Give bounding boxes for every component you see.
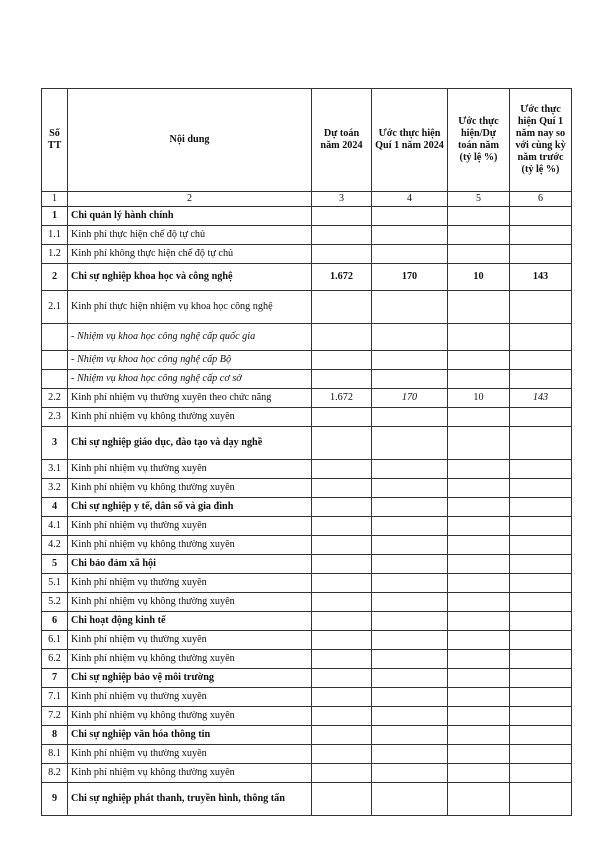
cell-value-q1 — [372, 245, 448, 264]
cell-value-q1 — [372, 460, 448, 479]
column-number-row — [42, 192, 572, 207]
cell-value-estimate — [312, 612, 372, 631]
cell-value-q1 — [372, 764, 448, 783]
cell-value-yoy — [510, 226, 572, 245]
cell-value-q1 — [372, 517, 448, 536]
cell-value-estimate — [312, 631, 372, 650]
table-row — [42, 207, 572, 226]
cell-value-q1 — [372, 688, 448, 707]
cell-value-yoy — [510, 324, 572, 351]
cell-stt: 2.3 — [42, 408, 68, 427]
cell-value-estimate: 1.672 — [312, 264, 372, 291]
cell-value-ratio — [448, 555, 510, 574]
cell-value-estimate — [312, 207, 372, 226]
cell-content: Kinh phí nhiệm vụ không thường xuyên — [68, 593, 312, 612]
header-stt: Số TT — [42, 89, 68, 192]
cell-value-yoy — [510, 351, 572, 370]
cell-content: Kinh phí nhiệm vụ không thường xuyên — [68, 479, 312, 498]
cell-value-yoy — [510, 536, 572, 555]
table-row — [42, 479, 572, 498]
cell-stt: 6.2 — [42, 650, 68, 669]
table-row — [42, 226, 572, 245]
cell-stt: 5 — [42, 555, 68, 574]
cell-value-yoy: 143 — [510, 389, 572, 408]
cell-value-estimate — [312, 726, 372, 745]
table-row — [42, 612, 572, 631]
table-row — [42, 593, 572, 612]
cell-value-ratio — [448, 370, 510, 389]
cell-value-estimate — [312, 226, 372, 245]
cell-value-q1 — [372, 650, 448, 669]
cell-value-q1 — [372, 726, 448, 745]
cell-value-q1 — [372, 498, 448, 517]
cell-stt: 3.2 — [42, 479, 68, 498]
cell-value-q1 — [372, 370, 448, 389]
table-row — [42, 555, 572, 574]
cell-stt: 4.2 — [42, 536, 68, 555]
table-row — [42, 498, 572, 517]
cell-value-ratio — [448, 207, 510, 226]
col-number: 1 — [42, 192, 68, 207]
budget-table — [41, 88, 572, 816]
table-row — [42, 631, 572, 650]
cell-stt: 6.1 — [42, 631, 68, 650]
cell-content: Kinh phí nhiệm vụ thường xuyên theo chức năng — [68, 389, 312, 408]
cell-value-q1 — [372, 351, 448, 370]
cell-stt: 4.1 — [42, 517, 68, 536]
cell-stt: 2.1 — [42, 291, 68, 324]
cell-value-yoy — [510, 207, 572, 226]
cell-content: Chi sự nghiệp bảo vệ môi trường — [68, 669, 312, 688]
cell-content: Chi bảo đảm xã hội — [68, 555, 312, 574]
cell-content: Chi hoạt động kinh tế — [68, 612, 312, 631]
cell-content: Kinh phí nhiệm vụ thường xuyên — [68, 688, 312, 707]
table-row — [42, 669, 572, 688]
cell-stt: 6 — [42, 612, 68, 631]
table-row — [42, 726, 572, 745]
col-number: 4 — [372, 192, 448, 207]
cell-value-yoy — [510, 370, 572, 389]
table-row — [42, 389, 572, 408]
cell-stt: 8 — [42, 726, 68, 745]
cell-value-q1 — [372, 593, 448, 612]
cell-value-yoy — [510, 408, 572, 427]
header-q1-actual: Ước thực hiện Quí 1 năm 2024 — [372, 89, 448, 192]
cell-value-ratio — [448, 593, 510, 612]
cell-value-ratio — [448, 517, 510, 536]
cell-value-estimate — [312, 593, 372, 612]
table-row — [42, 745, 572, 764]
cell-value-ratio — [448, 745, 510, 764]
table-row — [42, 245, 572, 264]
cell-value-q1 — [372, 536, 448, 555]
table-row — [42, 351, 572, 370]
cell-value-yoy — [510, 783, 572, 816]
cell-value-q1 — [372, 612, 448, 631]
col-number: 6 — [510, 192, 572, 207]
cell-value-estimate — [312, 427, 372, 460]
cell-value-ratio — [448, 669, 510, 688]
cell-value-yoy — [510, 498, 572, 517]
cell-value-estimate — [312, 688, 372, 707]
cell-value-q1 — [372, 479, 448, 498]
cell-value-estimate — [312, 498, 372, 517]
cell-value-q1 — [372, 207, 448, 226]
cell-value-yoy — [510, 574, 572, 593]
cell-value-estimate — [312, 479, 372, 498]
col-number: 2 — [68, 192, 312, 207]
cell-stt: 1.1 — [42, 226, 68, 245]
cell-value-yoy — [510, 707, 572, 726]
cell-content: Kinh phí nhiệm vụ không thường xuyên — [68, 408, 312, 427]
header-estimate: Dự toán năm 2024 — [312, 89, 372, 192]
table-row — [42, 536, 572, 555]
cell-value-ratio — [448, 612, 510, 631]
cell-value-estimate — [312, 291, 372, 324]
cell-content: - Nhiệm vụ khoa học công nghệ cấp quốc gia — [68, 324, 312, 351]
cell-value-yoy — [510, 745, 572, 764]
cell-value-estimate — [312, 555, 372, 574]
header-content: Nội dung — [68, 89, 312, 192]
header-ratio: Ước thực hiện/Dự toán năm (tỷ lệ %) — [448, 89, 510, 192]
cell-value-ratio — [448, 245, 510, 264]
cell-value-ratio — [448, 351, 510, 370]
cell-content: Kinh phí thực hiện nhiệm vụ khoa học công nghệ — [68, 291, 312, 324]
table-body — [42, 207, 572, 816]
cell-value-estimate — [312, 324, 372, 351]
cell-stt: 8.1 — [42, 745, 68, 764]
cell-content: Kinh phí nhiệm vụ không thường xuyên — [68, 707, 312, 726]
cell-value-estimate — [312, 745, 372, 764]
cell-value-ratio — [448, 688, 510, 707]
cell-content: Chi sự nghiệp y tế, dân số và gia đình — [68, 498, 312, 517]
cell-value-ratio — [448, 408, 510, 427]
cell-value-q1 — [372, 631, 448, 650]
cell-value-ratio — [448, 631, 510, 650]
cell-value-ratio: 10 — [448, 264, 510, 291]
table-header-row — [42, 89, 572, 192]
table-row — [42, 460, 572, 479]
cell-value-ratio — [448, 707, 510, 726]
cell-stt: 5.1 — [42, 574, 68, 593]
cell-content: Kinh phí nhiệm vụ không thường xuyên — [68, 764, 312, 783]
cell-value-yoy — [510, 726, 572, 745]
cell-value-q1: 170 — [372, 389, 448, 408]
cell-value-ratio — [448, 783, 510, 816]
cell-value-ratio — [448, 324, 510, 351]
cell-stt: 2.2 — [42, 389, 68, 408]
cell-value-estimate — [312, 351, 372, 370]
cell-value-estimate — [312, 370, 372, 389]
cell-value-estimate — [312, 517, 372, 536]
cell-content: - Nhiệm vụ khoa học công nghệ cấp Bộ — [68, 351, 312, 370]
cell-value-estimate — [312, 408, 372, 427]
cell-stt: 9 — [42, 783, 68, 816]
cell-value-q1 — [372, 324, 448, 351]
cell-value-yoy — [510, 555, 572, 574]
cell-value-yoy — [510, 650, 572, 669]
table-row — [42, 427, 572, 460]
cell-content: Chi sự nghiệp phát thanh, truyền hình, thông tấn — [68, 783, 312, 816]
cell-content: Kinh phí nhiệm vụ thường xuyên — [68, 517, 312, 536]
table-row — [42, 517, 572, 536]
table-row — [42, 408, 572, 427]
header-yoy: Ước thực hiện Quí 1 năm nay so với cùng kỳ năm trước (tỷ lệ %) — [510, 89, 572, 192]
table-row — [42, 324, 572, 351]
table-row — [42, 574, 572, 593]
cell-value-q1 — [372, 669, 448, 688]
table-row — [42, 783, 572, 816]
cell-value-yoy — [510, 688, 572, 707]
cell-value-yoy — [510, 593, 572, 612]
col-number: 5 — [448, 192, 510, 207]
cell-value-ratio — [448, 726, 510, 745]
cell-content: Kinh phí nhiệm vụ không thường xuyên — [68, 650, 312, 669]
cell-content: Chi sự nghiệp giáo dục, đào tạo và dạy nghề — [68, 427, 312, 460]
cell-value-q1 — [372, 291, 448, 324]
cell-stt: 5.2 — [42, 593, 68, 612]
cell-content: Kinh phí không thực hiện chế độ tự chủ — [68, 245, 312, 264]
cell-value-q1 — [372, 783, 448, 816]
cell-value-q1 — [372, 707, 448, 726]
cell-stt — [42, 370, 68, 389]
table-row — [42, 264, 572, 291]
cell-value-yoy — [510, 631, 572, 650]
cell-value-q1 — [372, 555, 448, 574]
cell-value-estimate — [312, 245, 372, 264]
cell-value-estimate — [312, 783, 372, 816]
table-row — [42, 764, 572, 783]
cell-content: Kinh phí nhiệm vụ thường xuyên — [68, 574, 312, 593]
cell-value-yoy — [510, 479, 572, 498]
cell-content: Kinh phí thực hiện chế độ tự chủ — [68, 226, 312, 245]
table-row — [42, 688, 572, 707]
cell-value-ratio — [448, 536, 510, 555]
cell-content: Chi sự nghiệp khoa học và công nghệ — [68, 264, 312, 291]
cell-value-yoy: 143 — [510, 264, 572, 291]
table-row — [42, 650, 572, 669]
cell-content: Kinh phí nhiệm vụ thường xuyên — [68, 631, 312, 650]
cell-value-estimate — [312, 650, 372, 669]
cell-stt: 1 — [42, 207, 68, 226]
cell-value-yoy — [510, 291, 572, 324]
cell-value-q1: 170 — [372, 264, 448, 291]
cell-stt: 7 — [42, 669, 68, 688]
cell-content: Kinh phí nhiệm vụ thường xuyên — [68, 745, 312, 764]
cell-stt: 1.2 — [42, 245, 68, 264]
cell-value-yoy — [510, 460, 572, 479]
cell-content: - Nhiệm vụ khoa học công nghệ cấp cơ sở — [68, 370, 312, 389]
cell-stt: 2 — [42, 264, 68, 291]
cell-content: Chi sự nghiệp văn hóa thông tin — [68, 726, 312, 745]
cell-stt — [42, 351, 68, 370]
cell-value-estimate — [312, 669, 372, 688]
cell-stt: 8.2 — [42, 764, 68, 783]
cell-value-yoy — [510, 669, 572, 688]
cell-value-yoy — [510, 427, 572, 460]
cell-value-q1 — [372, 408, 448, 427]
cell-value-estimate — [312, 574, 372, 593]
cell-value-ratio — [448, 291, 510, 324]
cell-value-ratio — [448, 498, 510, 517]
cell-value-ratio — [448, 460, 510, 479]
cell-stt — [42, 324, 68, 351]
cell-content: Chi quản lý hành chính — [68, 207, 312, 226]
cell-value-estimate — [312, 707, 372, 726]
cell-value-estimate — [312, 536, 372, 555]
cell-value-ratio — [448, 226, 510, 245]
cell-value-yoy — [510, 517, 572, 536]
cell-content: Kinh phí nhiệm vụ thường xuyên — [68, 460, 312, 479]
cell-value-yoy — [510, 245, 572, 264]
cell-value-q1 — [372, 574, 448, 593]
cell-value-q1 — [372, 226, 448, 245]
col-number: 3 — [312, 192, 372, 207]
table-row — [42, 291, 572, 324]
cell-value-ratio — [448, 650, 510, 669]
cell-value-yoy — [510, 764, 572, 783]
cell-stt: 4 — [42, 498, 68, 517]
cell-stt: 3.1 — [42, 460, 68, 479]
cell-value-q1 — [372, 427, 448, 460]
cell-value-ratio — [448, 427, 510, 460]
cell-stt: 7.2 — [42, 707, 68, 726]
cell-value-estimate — [312, 764, 372, 783]
cell-content: Kinh phí nhiệm vụ không thường xuyên — [68, 536, 312, 555]
cell-value-ratio — [448, 764, 510, 783]
cell-value-ratio — [448, 479, 510, 498]
cell-value-estimate: 1.672 — [312, 389, 372, 408]
cell-value-ratio: 10 — [448, 389, 510, 408]
cell-value-q1 — [372, 745, 448, 764]
cell-value-yoy — [510, 612, 572, 631]
table-row — [42, 370, 572, 389]
table-row — [42, 707, 572, 726]
cell-stt: 7.1 — [42, 688, 68, 707]
cell-value-estimate — [312, 460, 372, 479]
cell-stt: 3 — [42, 427, 68, 460]
cell-value-ratio — [448, 574, 510, 593]
